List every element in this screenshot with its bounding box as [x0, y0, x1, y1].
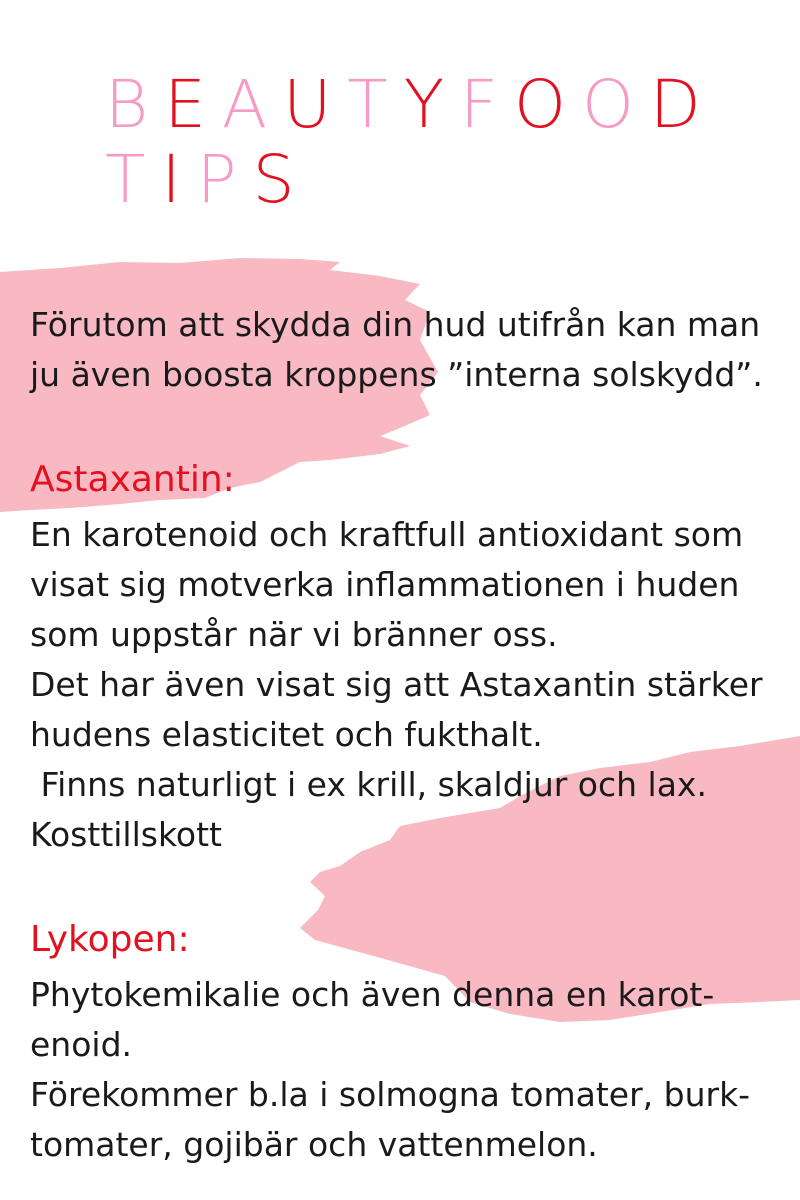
section-heading-astaxantin: Astaxantin: [30, 459, 235, 500]
section-line: En karotenoid och kraftfull antioxidant som [30, 515, 744, 554]
intro-line: Förutom att skydda din hud utifrån kan man [30, 305, 761, 344]
section-line: Förekommer b.la i solmogna tomater, burk- [30, 1075, 751, 1114]
title-letter: O [514, 66, 582, 143]
section-heading-lykopen: Lykopen: [30, 919, 190, 960]
title-letter: Y [403, 66, 461, 143]
title-line-tips [105, 141, 311, 218]
section-line: hudens elasticitet och fukthalt. [30, 715, 543, 754]
section-line: Phytokemikalie och även denna en karot- [30, 975, 715, 1014]
title-letter: B [105, 66, 165, 143]
section-line: Kosttillskott [30, 815, 222, 854]
title-letter: T [347, 66, 404, 143]
title-letter: T [105, 141, 162, 218]
title-letter: A [221, 66, 284, 143]
section-line: som uppstår när vi bränner oss. [30, 615, 558, 654]
title-letter: F [460, 66, 515, 143]
title-letter: S [252, 141, 311, 218]
title-letter: I [161, 141, 197, 218]
section-line: tomater, gojibär och vattenmelon. [30, 1125, 598, 1164]
section-line: Det har även visat sig att Astaxantin stärker [30, 665, 763, 704]
section-line: Finns naturligt i ex krill, skaldjur och lax. [30, 765, 707, 804]
paragraph-gap [30, 400, 790, 450]
title-letter: P [196, 141, 253, 218]
section-line: visat sig motverka inflammationen i huden [30, 565, 740, 604]
paragraph-gap [30, 860, 790, 910]
title-letter: U [283, 66, 348, 143]
intro-line: ju även boosta kroppens ”interna solskydd”. [30, 355, 763, 394]
article-body [30, 300, 790, 1170]
title-letter: O [581, 66, 650, 143]
title-letter: E [164, 66, 222, 143]
section-line: enoid. [30, 1025, 133, 1064]
title-line-beautyfood [105, 66, 717, 143]
title-letter: D [649, 66, 717, 143]
